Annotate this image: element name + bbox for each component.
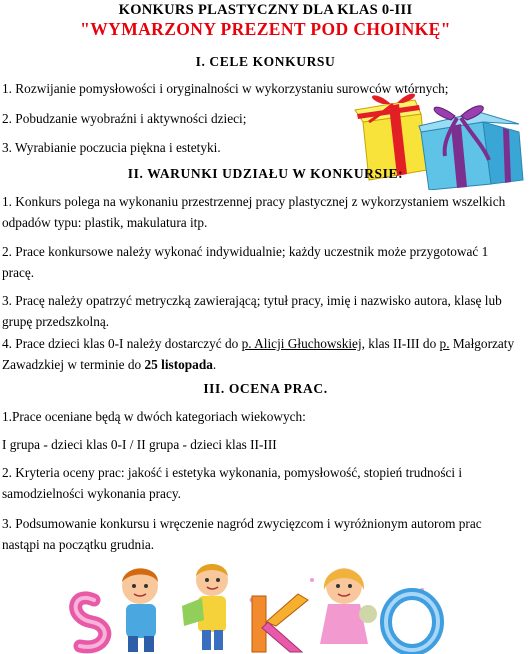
letter-o-icon: [386, 594, 438, 650]
condition-item-2: 2. Prace konkursowe należy wykonać indywidualnie; każdy uczestnik może przygotować 1 pracę.: [2, 244, 489, 280]
evaluation-item-1: 1.Prace oceniane będą w dwóch kategoriach wiekowych:: [2, 409, 306, 424]
section-conditions-heading: II. WARUNKI UDZIAŁU W KONKURSIE:: [127, 166, 404, 181]
evaluation-group-line: I grupa - dzieci klas 0-I / II grupa - dzieci klas II-III: [2, 437, 277, 452]
goal-item-2: 2. Pobudzanie wyobraźni i aktywności dzieci;: [2, 111, 247, 126]
child-girl-icon: [320, 568, 377, 644]
goal-item-3: 3. Wyrabianie poczucia piękna i estetyki.: [2, 140, 221, 155]
item4-text-3: Małgorzaty Zawadzkiej w terminie do: [2, 336, 515, 372]
evaluation-item-3: 3. Podsumowanie konkursu i wręczenie nagród zwycięzcom i wyróżnionym autorom prac nastąpi na początku grudnia.: [2, 516, 482, 552]
deadline-date: 25 listopada: [144, 357, 213, 372]
condition-item-1: 1. Konkurs polega na wykonaniu przestrzennej pracy plastycznej z wykorzystaniem wszelkich odpadów typu: plastik, makulatura itp.: [2, 194, 506, 230]
contest-title: KONKURS PLASTYCZNY DLA KLAS 0-III: [118, 2, 413, 18]
condition-item-3: 3. Pracę należy opatrzyć metryczką zawierającą; tytuł pracy, imię i nazwisko autora, klasę lub grupę przedszkolną.: [2, 293, 502, 329]
letter-k-icon: [252, 594, 308, 652]
contest-subtitle: "WYMARZONY PREZENT POD CHOINKĘ": [80, 19, 451, 39]
item4-text-1: 4. Prace dzieci klas 0-I należy dostarczyć do: [2, 336, 242, 351]
letter-s-icon: [76, 598, 105, 647]
teacher-link-zawadzka[interactable]: p.: [439, 336, 450, 351]
evaluation-item-2: 2. Kryteria oceny prac: jakość i estetyka wykonania, pomysłowość, stopień trudności i samodzielności wykonania pracy.: [2, 465, 463, 501]
children-with-letters-illustration: [62, 560, 462, 654]
item4-text-4: .: [212, 357, 217, 372]
child-painter-icon: [182, 564, 228, 650]
goal-item-1: 1. Rozwijanie pomysłowości i oryginalności w wykorzystaniu surowców wtórnych;: [2, 81, 449, 96]
child-boy-icon: [122, 568, 158, 652]
teacher-link-gluchowska[interactable]: p. Alicji Głuchowskiej: [241, 336, 362, 351]
condition-item-4: [2, 333, 522, 375]
section-goals-heading: I. CELE KONKURSU: [195, 54, 336, 69]
section-evaluation-heading: III. OCENA PRAC.: [203, 381, 328, 396]
item4-text-2: , klas II-III do: [361, 336, 440, 351]
